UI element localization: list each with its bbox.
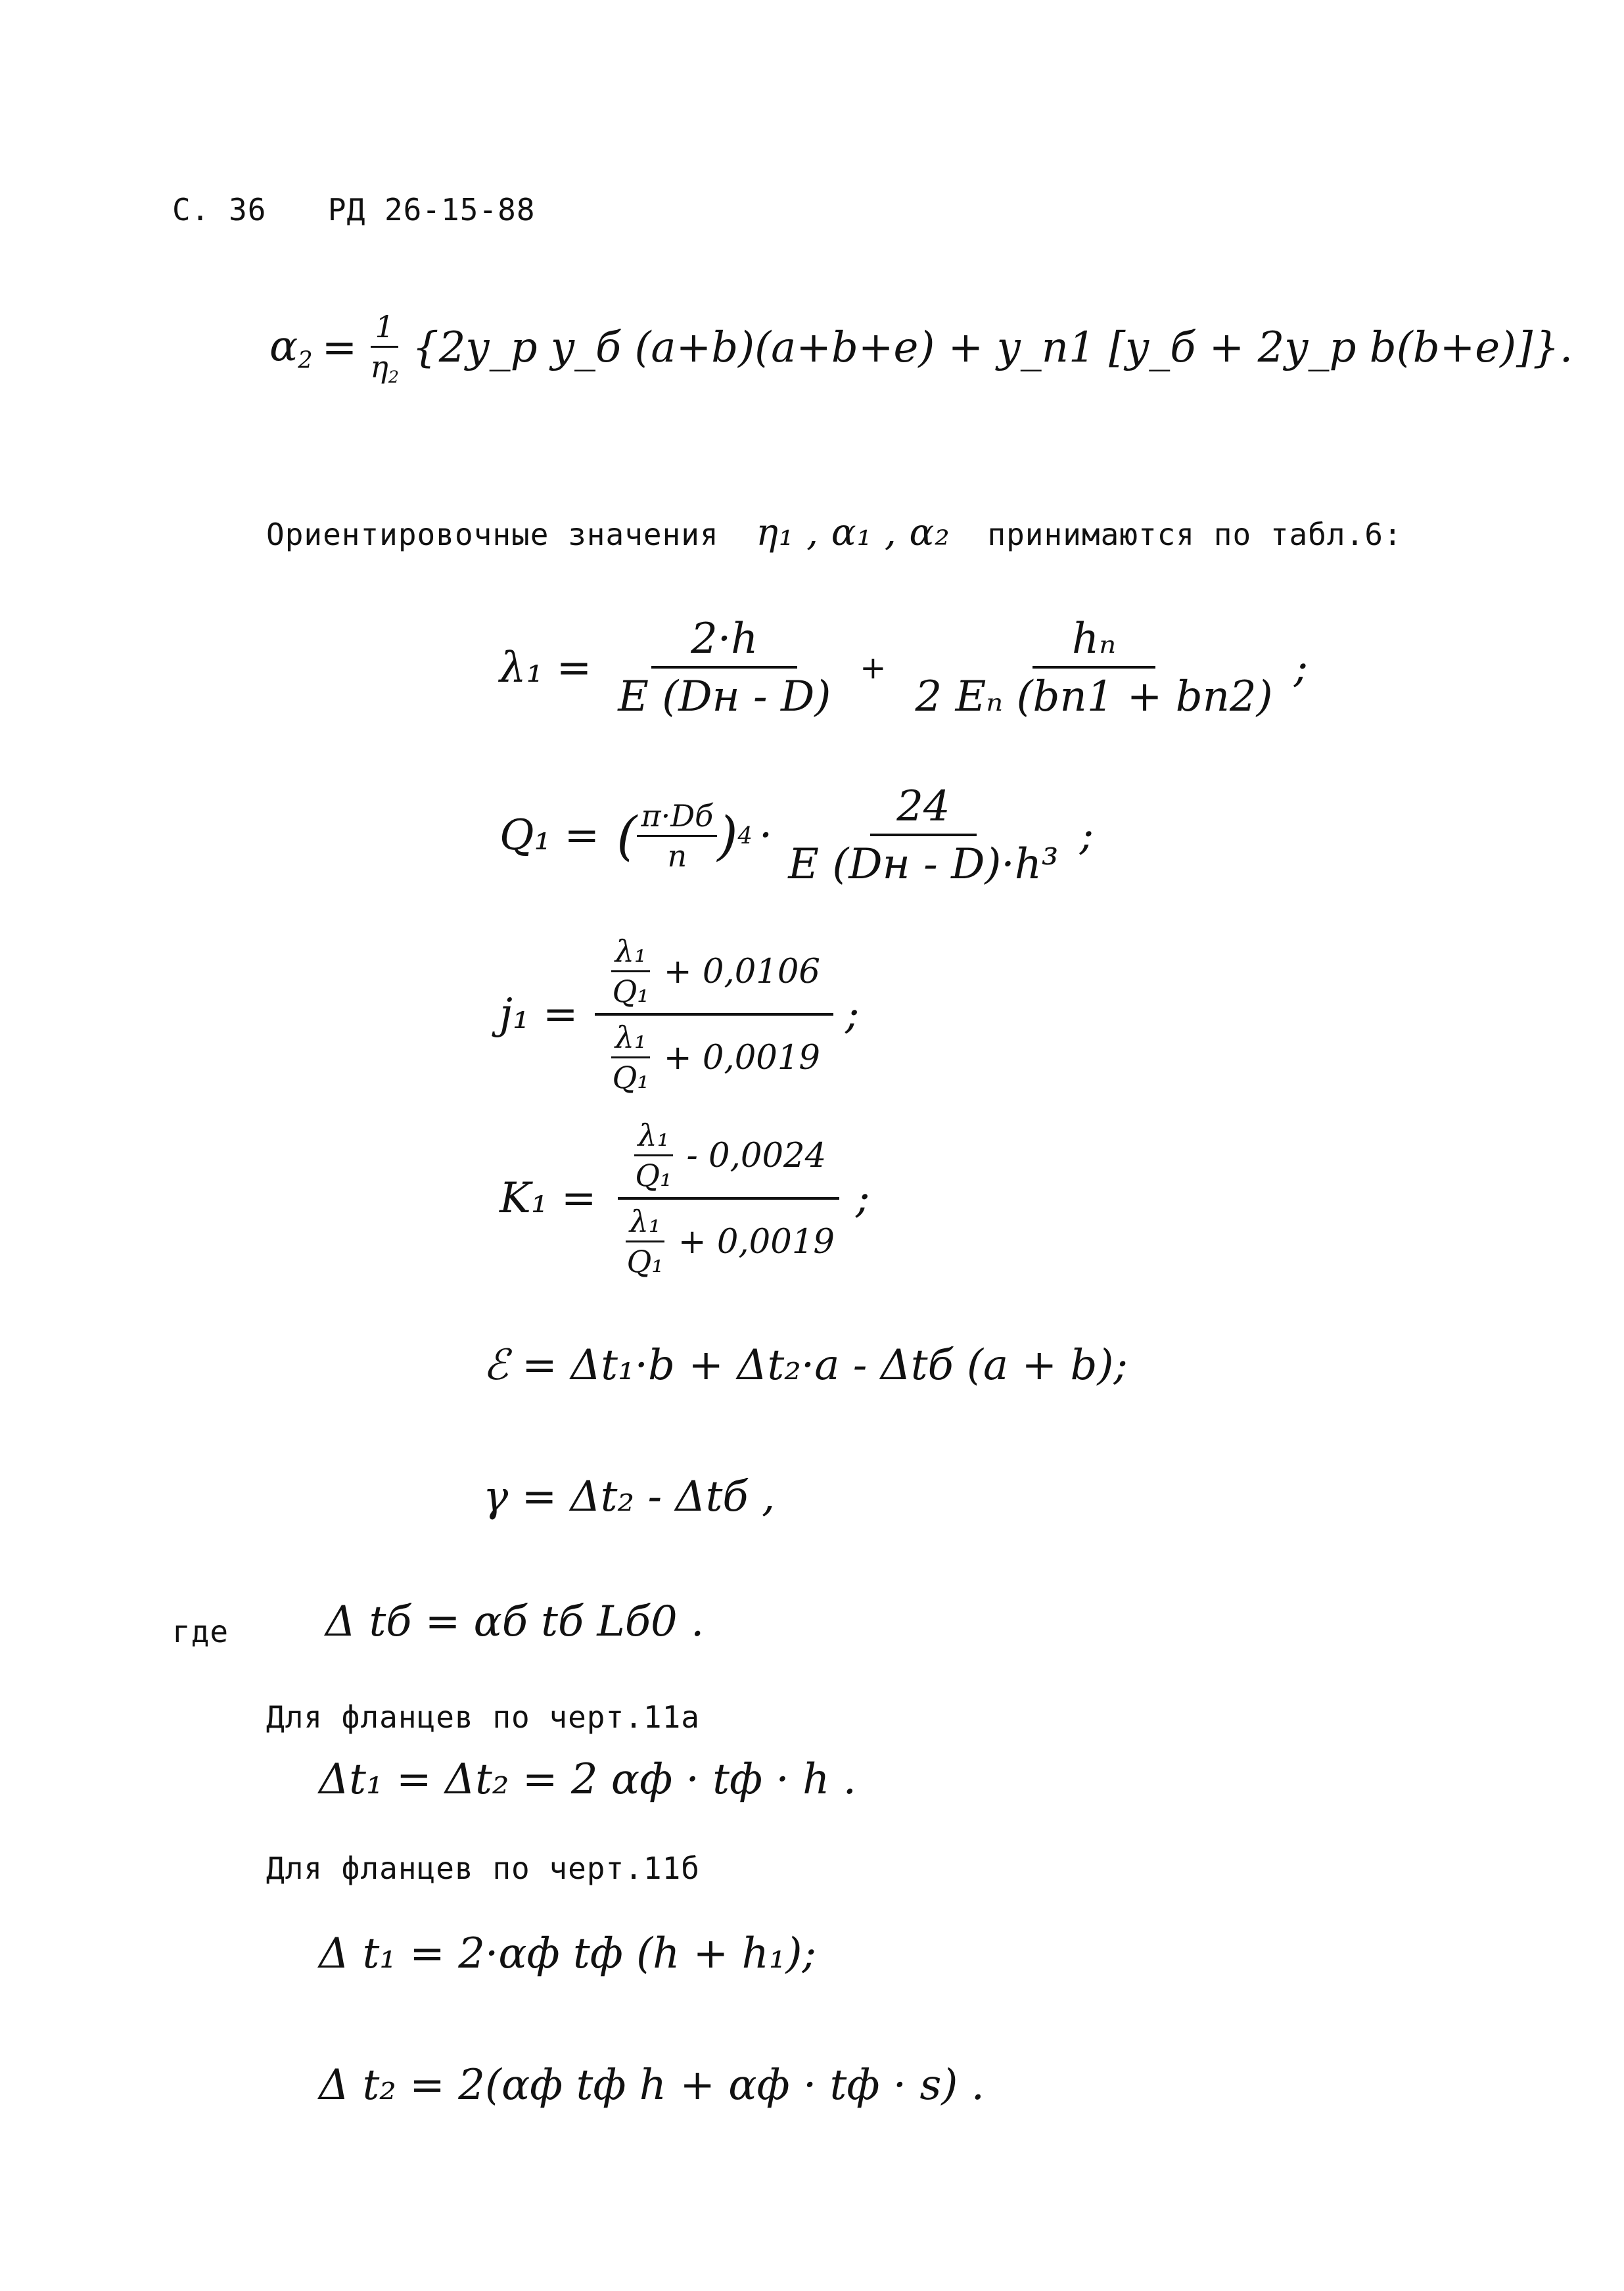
intro-symbols: η₁ , α₁ , α₂ [756,511,950,554]
page-number: С. 36 [172,192,267,227]
equation-lambda1: λ₁ = $\frac{2\cdot h}{E (Dн - D)}$ + $\frac{\text{hₙ}}{\text{2 Eₙ (bп1 + bп2)}}$ ; [499,615,1309,721]
equation-case-a: Δt₁ = Δt₂ = 2 αф · tф · h . [319,1755,856,1804]
q1-paren-fraction: $\frac{\pi\cdot Dб}{n}$ [637,798,717,874]
equation-dt-b: Δ tб = αб tб Lб0 . [325,1597,705,1646]
equation-alpha2 [269,309,1573,387]
lambda1-fraction-2: $\frac{\text{hₙ}}{\text{2 Eₙ (bп1 + bп2)}}$ [915,615,1273,721]
equation-case-b-1: Δ t₁ = 2·αф tф (h + h₁); [319,1929,817,1978]
q1-lhs: Q₁ = [499,811,600,860]
alpha2-body: {2y_p y_б (a+b)(a+b+e) + y_п1 [y_б + 2y_p b(b+e)]}. [411,323,1573,373]
lambda1-fraction-1: $\frac{2\cdot h}{E (Dн - D)}$ [618,615,831,721]
j1-fraction: $\frac{\text{λ₁}}{\text{Q₁}}$ + 0,0106 $\frac{\text{λ₁}}{\text{Q₁}}$ + 0,0019 [595,933,833,1095]
k1-lhs: K₁ = [499,1174,597,1223]
page-header [172,192,536,227]
equation-epsilon: ℰ = Δt₁·b + Δt₂·a - Δtб (a + b); [483,1341,1128,1390]
j1-lhs: j₁ = [499,990,578,1039]
k1-fraction: $\frac{\text{λ₁}}{\text{Q₁}}$ - 0,0024 $\frac{\text{λ₁}}{\text{Q₁}}$ + 0,0019 [613,1118,844,1279]
q1-fraction: $\frac{24}{\text{E (Dн - D)·h³}}$ [788,782,1059,889]
equation-j1: j₁ = $\frac{\text{λ₁}}{\text{Q₁}}$ + 0,0106 $\frac{\text{λ₁}}{\text{Q₁}}$ + 0,0019 ; [499,933,860,1095]
plus-sign: + [860,650,887,686]
intro-line [266,511,1403,554]
document-code: РД 26-15-88 [327,192,536,227]
equation-case-b-2: Δ t₂ = 2(αф tф h + αф · tф · s) . [319,2061,985,2110]
equation-k1: K₁ = $\frac{\text{λ₁}}{\text{Q₁}}$ - 0,0024 $\frac{\text{λ₁}}{\text{Q₁}}$ + 0,0019 ; [499,1118,870,1279]
alpha2-fraction: $\frac{1}{\eta_2}$ [370,309,399,387]
q1-power: 4 [737,822,753,849]
case-a-label: Для фланцев по черт.11а [266,1699,700,1735]
equals-sign: = [321,323,358,373]
equation-q1: Q₁ = ( $\frac{\pi\cdot Dб}{n}$ ) 4 · $\frac{24}{\text{E (Dн - D)·h³}}$ ; [499,782,1094,889]
lambda1-lhs: λ₁ = [499,644,592,692]
intro-text: Ориентировочные значения [266,517,719,552]
intro-tail: принимаются по табл.6: [987,517,1403,552]
equation-gamma: γ = Δt₂ - Δtб , [483,1473,776,1521]
case-b-label: Для фланцев по черт.11б [266,1851,700,1886]
where-label: где [172,1614,229,1649]
alpha2-lhs: $\alpha_2$ [269,321,313,374]
